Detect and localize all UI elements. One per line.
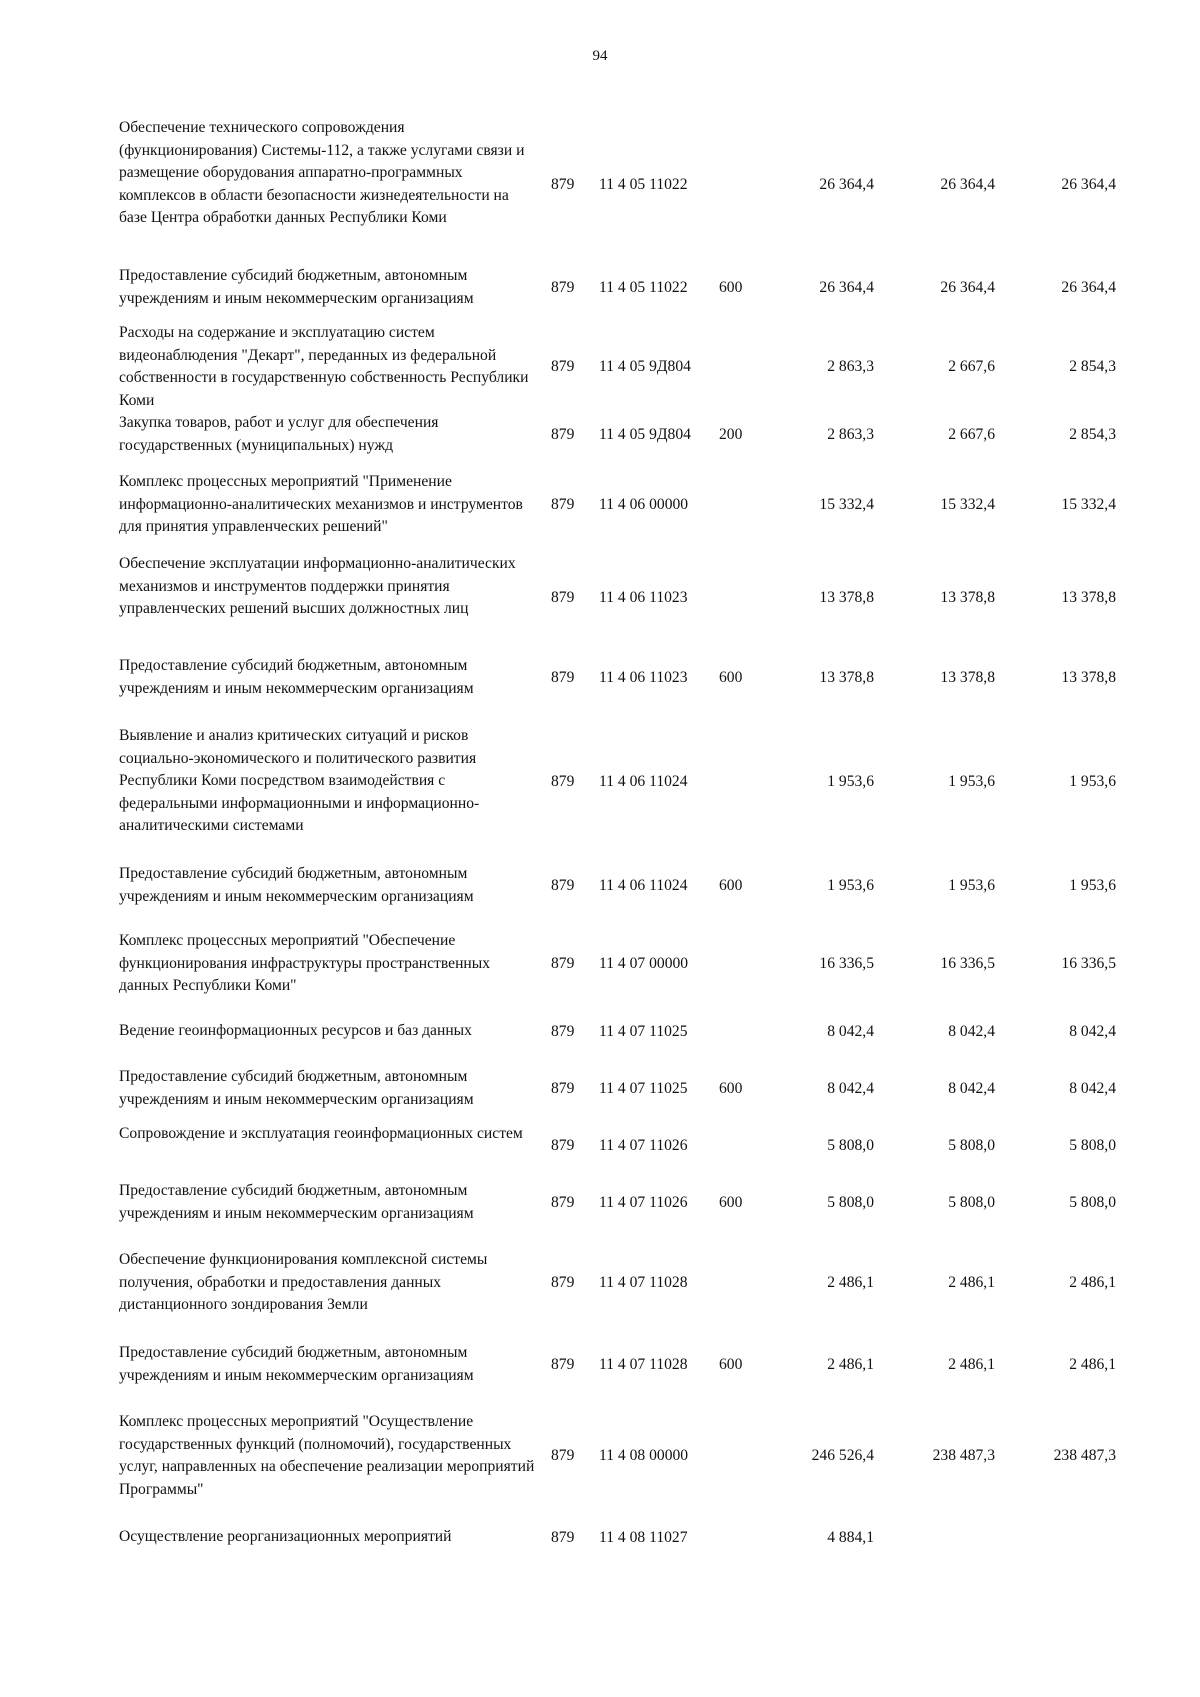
row-description: Комплекс процессных мероприятий "Применение информационно-аналитических механизмов и инструментов для принятия управленческих решений" bbox=[119, 473, 523, 535]
row-gr-code: 879 bbox=[551, 668, 575, 686]
row-amount-1: 2 863,3 bbox=[827, 425, 874, 443]
row-amount-3: 26 364,4 bbox=[1061, 175, 1116, 193]
table-row bbox=[0, 553, 1200, 643]
row-amount-3: 8 042,4 bbox=[1069, 1022, 1116, 1040]
row-description: Выявление и анализ критических ситуаций и рисков социально-экономического и политического развития Республики Коми посредством взаимодействия с федеральными информационными и информационно-аналитическими системами bbox=[119, 727, 480, 834]
row-amount-1: 26 364,4 bbox=[819, 278, 874, 296]
row-cs-code: 11 4 05 9Д804 bbox=[599, 425, 691, 443]
row-cs-code: 11 4 07 00000 bbox=[599, 954, 689, 972]
table-row bbox=[0, 1526, 1200, 1550]
row-amount-2: 13 378,8 bbox=[940, 588, 995, 606]
table-row bbox=[0, 471, 1200, 539]
row-amount-3: 8 042,4 bbox=[1069, 1079, 1116, 1097]
table-row bbox=[0, 655, 1200, 700]
row-amount-3: 13 378,8 bbox=[1061, 588, 1116, 606]
row-amount-3: 2 486,1 bbox=[1069, 1273, 1116, 1291]
row-amount-1: 4 884,1 bbox=[827, 1528, 874, 1546]
row-cs-code: 11 4 07 11025 bbox=[599, 1079, 688, 1097]
row-description: Сопровождение и эксплуатация геоинформационных систем bbox=[119, 1125, 523, 1142]
page-number: 94 bbox=[592, 48, 608, 64]
row-amount-1: 2 486,1 bbox=[827, 1355, 874, 1373]
row-cs-code: 11 4 07 11025 bbox=[599, 1022, 688, 1040]
row-gr-code: 879 bbox=[551, 1355, 575, 1373]
row-amount-2: 5 808,0 bbox=[948, 1136, 995, 1154]
row-description: Ведение геоинформационных ресурсов и баз данных bbox=[119, 1022, 472, 1039]
row-gr-code: 879 bbox=[551, 876, 575, 894]
row-amount-3: 2 854,3 bbox=[1069, 357, 1116, 375]
row-amount-1: 1 953,6 bbox=[827, 772, 874, 790]
row-amount-3: 5 808,0 bbox=[1069, 1193, 1116, 1211]
table-row bbox=[0, 1123, 1200, 1168]
table-row bbox=[0, 1020, 1200, 1044]
row-cs-code: 11 4 06 00000 bbox=[599, 495, 689, 513]
table-row bbox=[0, 1180, 1200, 1225]
row-amount-1: 8 042,4 bbox=[827, 1079, 874, 1097]
row-vr-code: 600 bbox=[719, 876, 743, 894]
row-cs-code: 11 4 06 11024 bbox=[599, 772, 688, 790]
row-gr-code: 879 bbox=[551, 954, 575, 972]
table-row bbox=[0, 930, 1200, 998]
row-gr-code: 879 bbox=[551, 1022, 575, 1040]
row-description: Предоставление субсидий бюджетным, автономным учреждениям и иным некоммерческим организациям bbox=[119, 1068, 474, 1108]
row-gr-code: 879 bbox=[551, 495, 575, 513]
row-amount-2: 1 953,6 bbox=[948, 876, 995, 894]
row-amount-3: 1 953,6 bbox=[1069, 876, 1116, 894]
row-amount-1: 2 486,1 bbox=[827, 1273, 874, 1291]
row-description: Обеспечение технического сопровождения (функционирования) Системы-112, а также услугами связи и размещение оборудования аппаратно-программных комплексов в области безопасности жизнедеятельности на базе Центра обработки данных Республики Коми bbox=[119, 119, 525, 226]
row-amount-3: 15 332,4 bbox=[1061, 495, 1116, 513]
row-amount-1: 5 808,0 bbox=[827, 1136, 874, 1154]
row-amount-3: 1 953,6 bbox=[1069, 772, 1116, 790]
row-amount-1: 26 364,4 bbox=[819, 175, 874, 193]
table-row bbox=[0, 1342, 1200, 1387]
table-row bbox=[0, 1066, 1200, 1111]
table-row bbox=[0, 412, 1200, 457]
row-cs-code: 11 4 05 9Д804 bbox=[599, 357, 691, 375]
row-amount-1: 2 863,3 bbox=[827, 357, 874, 375]
row-amount-3: 26 364,4 bbox=[1061, 278, 1116, 296]
row-description: Расходы на содержание и эксплуатацию систем видеонаблюдения "Декарт", переданных из федеральной собственности в государственную собственность Республики Коми bbox=[119, 324, 529, 409]
row-vr-code: 600 bbox=[719, 278, 743, 296]
row-vr-code: 600 bbox=[719, 668, 743, 686]
row-vr-code: 600 bbox=[719, 1355, 743, 1373]
row-amount-1: 246 526,4 bbox=[811, 1446, 874, 1464]
row-gr-code: 879 bbox=[551, 1273, 575, 1291]
row-amount-2: 15 332,4 bbox=[940, 495, 995, 513]
table-row bbox=[0, 725, 1200, 838]
row-amount-1: 5 808,0 bbox=[827, 1193, 874, 1211]
row-description: Предоставление субсидий бюджетным, автономным учреждениям и иным некоммерческим организациям bbox=[119, 657, 474, 697]
table-row bbox=[0, 265, 1200, 310]
row-cs-code: 11 4 06 11024 bbox=[599, 876, 688, 894]
table-row bbox=[0, 117, 1200, 252]
row-gr-code: 879 bbox=[551, 1446, 575, 1464]
row-description: Предоставление субсидий бюджетным, автономным учреждениям и иным некоммерческим организациям bbox=[119, 1344, 474, 1384]
row-cs-code: 11 4 08 11027 bbox=[599, 1528, 688, 1546]
table-row bbox=[0, 863, 1200, 908]
table-row bbox=[0, 322, 1200, 412]
row-amount-3: 13 378,8 bbox=[1061, 668, 1116, 686]
row-description: Комплекс процессных мероприятий "Обеспечение функционирования инфраструктуры пространственных данных Республики Коми" bbox=[119, 932, 491, 994]
row-gr-code: 879 bbox=[551, 175, 575, 193]
row-description: Комплекс процессных мероприятий "Осуществление государственных функций (полномочий), государственных услуг, направленных на обеспечение реализации мероприятий Программы" bbox=[119, 1413, 535, 1498]
row-cs-code: 11 4 05 11022 bbox=[599, 278, 688, 296]
row-gr-code: 879 bbox=[551, 1079, 575, 1097]
row-cs-code: 11 4 06 11023 bbox=[599, 668, 688, 686]
row-amount-2: 26 364,4 bbox=[940, 278, 995, 296]
row-amount-2: 8 042,4 bbox=[948, 1022, 995, 1040]
row-description: Закупка товаров, работ и услуг для обеспечения государственных (муниципальных) нужд bbox=[119, 414, 439, 454]
row-amount-2: 2 667,6 bbox=[948, 425, 995, 443]
row-cs-code: 11 4 07 11028 bbox=[599, 1273, 688, 1291]
row-description: Обеспечение эксплуатации информационно-аналитических механизмов и инструментов поддержки принятия управленческих решений высших должностных лиц bbox=[119, 555, 516, 617]
row-amount-3: 2 486,1 bbox=[1069, 1355, 1116, 1373]
row-amount-2: 5 808,0 bbox=[948, 1193, 995, 1211]
row-cs-code: 11 4 08 00000 bbox=[599, 1446, 689, 1464]
row-amount-2: 8 042,4 bbox=[948, 1079, 995, 1097]
table-row bbox=[0, 1411, 1200, 1501]
table-row bbox=[0, 1249, 1200, 1317]
row-amount-3: 16 336,5 bbox=[1061, 954, 1116, 972]
row-cs-code: 11 4 06 11023 bbox=[599, 588, 688, 606]
row-amount-2: 2 667,6 bbox=[948, 357, 995, 375]
row-description: Предоставление субсидий бюджетным, автономным учреждениям и иным некоммерческим организациям bbox=[119, 267, 474, 307]
row-description: Осуществление реорганизационных мероприятий bbox=[119, 1528, 452, 1545]
row-vr-code: 600 bbox=[719, 1079, 743, 1097]
row-gr-code: 879 bbox=[551, 588, 575, 606]
row-gr-code: 879 bbox=[551, 1193, 575, 1211]
row-gr-code: 879 bbox=[551, 1136, 575, 1154]
row-amount-1: 13 378,8 bbox=[819, 588, 874, 606]
row-gr-code: 879 bbox=[551, 425, 575, 443]
row-vr-code: 200 bbox=[719, 425, 743, 443]
row-amount-2: 2 486,1 bbox=[948, 1355, 995, 1373]
row-cs-code: 11 4 07 11026 bbox=[599, 1193, 688, 1211]
row-amount-3: 5 808,0 bbox=[1069, 1136, 1116, 1154]
row-gr-code: 879 bbox=[551, 357, 575, 375]
row-amount-3: 238 487,3 bbox=[1053, 1446, 1116, 1464]
row-amount-2: 2 486,1 bbox=[948, 1273, 995, 1291]
row-amount-1: 13 378,8 bbox=[819, 668, 874, 686]
row-description: Предоставление субсидий бюджетным, автономным учреждениям и иным некоммерческим организациям bbox=[119, 1182, 474, 1222]
row-amount-2: 13 378,8 bbox=[940, 668, 995, 686]
row-description: Предоставление субсидий бюджетным, автономным учреждениям и иным некоммерческим организациям bbox=[119, 865, 474, 905]
row-description: Обеспечение функционирования комплексной системы получения, обработки и предоставления данных дистанционного зондирования Земли bbox=[119, 1251, 488, 1313]
row-amount-1: 15 332,4 bbox=[819, 495, 874, 513]
row-gr-code: 879 bbox=[551, 278, 575, 296]
row-gr-code: 879 bbox=[551, 772, 575, 790]
row-amount-1: 16 336,5 bbox=[819, 954, 874, 972]
row-cs-code: 11 4 07 11028 bbox=[599, 1355, 688, 1373]
row-amount-1: 8 042,4 bbox=[827, 1022, 874, 1040]
row-amount-2: 238 487,3 bbox=[932, 1446, 995, 1464]
row-vr-code: 600 bbox=[719, 1193, 743, 1211]
row-gr-code: 879 bbox=[551, 1528, 575, 1546]
row-cs-code: 11 4 07 11026 bbox=[599, 1136, 688, 1154]
row-amount-2: 16 336,5 bbox=[940, 954, 995, 972]
row-cs-code: 11 4 05 11022 bbox=[599, 175, 688, 193]
row-amount-2: 26 364,4 bbox=[940, 175, 995, 193]
row-amount-3: 2 854,3 bbox=[1069, 425, 1116, 443]
row-amount-2: 1 953,6 bbox=[948, 772, 995, 790]
row-amount-1: 1 953,6 bbox=[827, 876, 874, 894]
